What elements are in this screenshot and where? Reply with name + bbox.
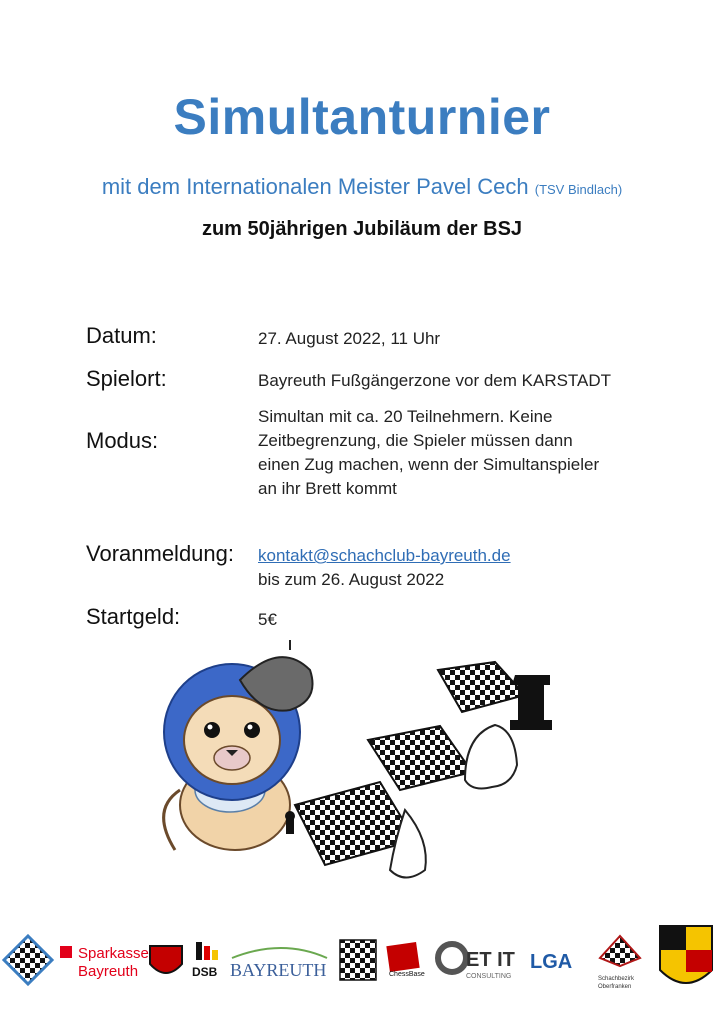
email-link[interactable]: kontakt@schachclub-bayreuth.de xyxy=(258,546,511,565)
bayreuth-text: BAYREUTH xyxy=(230,960,327,980)
modus-line: einen Zug machen, wenn der Simultanspieler xyxy=(258,455,600,474)
modus-line: Simultan mit ca. 20 Teilnehmern. Keine xyxy=(258,407,553,426)
spielort-value: Bayreuth Fußgängerzone vor dem KARSTADT xyxy=(258,371,612,390)
lion-face xyxy=(184,696,280,784)
getit-text: ET IT xyxy=(466,949,515,971)
modus-line: Zeitbegrenzung, die Spieler müssen dann xyxy=(258,431,573,450)
subtitle xyxy=(0,174,724,200)
lga-logo: LGA xyxy=(530,951,573,973)
bezirk-text: Oberfranken xyxy=(598,984,632,990)
chessbase-text: ChessBase xyxy=(389,971,425,978)
anmeldung-value xyxy=(258,544,511,592)
modus-value xyxy=(258,405,599,501)
knight-icon xyxy=(465,725,517,788)
getit-sub-text: CONSULTING xyxy=(466,973,512,980)
chessboard-2 xyxy=(368,726,472,790)
dsb-text: DSB xyxy=(192,965,218,979)
occasion-line: zum 50jährigen Jubiläum der BSJ xyxy=(201,218,523,240)
bayreuth-logo xyxy=(230,948,327,980)
chessboard-3 xyxy=(438,662,525,712)
anmeldung-deadline: bis zum 26. August 2022 xyxy=(258,570,445,589)
modus-line: an ihr Brett kommt xyxy=(258,479,397,498)
chess-diamond-logo xyxy=(4,936,52,984)
sparkasse-text: Bayreuth xyxy=(78,963,139,980)
schachbezirk-logo xyxy=(598,936,640,990)
tsv-shield-icon xyxy=(150,946,182,973)
datum-value: 27. August 2022, 11 Uhr xyxy=(258,329,441,348)
sparkasse-logo xyxy=(60,945,149,980)
spielort-label: Spielort: xyxy=(86,366,167,391)
chessbase-logo xyxy=(386,942,425,978)
subtitle-main: mit dem Internationalen Meister Pavel Cech xyxy=(101,174,529,199)
bezirk-text: Schachbezirk xyxy=(598,976,635,982)
startgeld-label: Startgeld: xyxy=(86,604,181,629)
sponsor-logos xyxy=(0,918,724,1008)
startgeld-value: 5€ xyxy=(258,610,277,629)
sparkasse-text: Sparkasse xyxy=(78,945,149,962)
subtitle-club: (TSV Bindlach) xyxy=(534,182,623,197)
getit-logo xyxy=(438,944,515,980)
oberfranken-crest-icon xyxy=(660,926,712,983)
datum-label: Datum: xyxy=(86,323,157,348)
rook-icon xyxy=(510,675,552,730)
club-crest-icon xyxy=(340,940,376,980)
dsb-logo xyxy=(192,942,218,979)
modus-label: Modus: xyxy=(86,428,159,453)
page-title: Simultanturnier xyxy=(173,89,551,145)
anmeldung-label: Voranmeldung: xyxy=(86,541,234,566)
lion-chess-illustration xyxy=(150,640,570,890)
